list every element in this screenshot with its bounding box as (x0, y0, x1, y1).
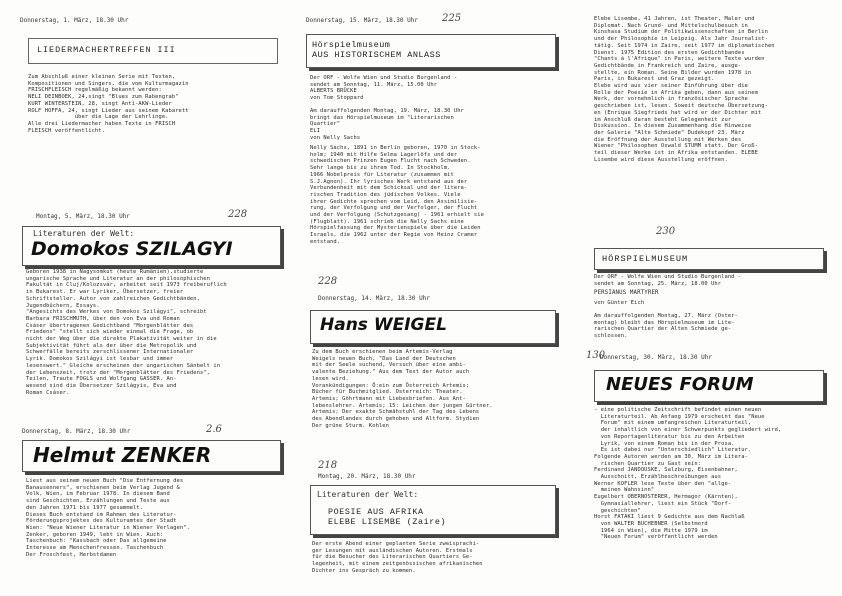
title-liedermacher: LIEDERMACHERTREFFEN III (37, 45, 176, 55)
title-zenker: Helmut ZENKER (33, 443, 212, 467)
text-liedermacher: Zum Abschluß einer kleinen Serie mit Texten, Kompositionen und Singers, die vom Kulturmagazin FRISCHFLEISCH regelmäßig bekannt werden: NELI DEINBOEK, 24,singt "Blues zum Rabengrab" KURT WINTERSTEIN, 28, singt Anti-AKW-Lieder ROLF HOFFA, 24, singt Lieder aus seinem Kabarett über die Lage der Lehrlinge. Alle drei Liedermacher haben Texte in FRISCH FLEISCH veröffentlicht. (28, 74, 189, 134)
handwritten-number-szilagyi: 228 (228, 209, 248, 220)
title-neues-forum: NEUES FORUM (606, 374, 754, 395)
date-poesie: Montag, 20. März, 18.30 Uhr (318, 473, 416, 480)
text-weigel: Zu dem Buch erschienen beim Artemis-Verlag Weigels neuen Buch, "Das Land der Deutschen mit der Seele suchend, Versuch über eine ambi- valente Beziehung." Aus dem Text der Autor auch lesen wird. Vorankündigungen: Ö:ein zum Österreich Artemis; Bücher für Buchmitglied. Osterreich: Theater. Artemis; Göhrtmann mit Liebesbriefen. Aus Ant- lebenslehrer. Artemis; 15: Leichen der jungen Gürtner. Artemis; Der exakte Schmähstuhl der Tag des Lebens des Abendlandes durch gehoben und Altform. Stydien Der grüne Sturm. Kohlen (312, 349, 493, 429)
text-szilagyi: Geboren 1938 in Nagysomkut (heute Rumänien),studierte ungarische Sprache und Literatur an der philosophischen Fakultät in Cluj/Kolozsvár, arbeitet seit 1973 freiberuflich in Bukarest. Er war Lyriker, Übersetzer, freier Schriftsteller. Autor von zahlreichen Gedichtbänden, Jugendbüchern, Essays. "Angesichts des Werkes von Domokos Szilágyi", schreibt Barbara FRISCHMUTH, über den von Eva und Roman Csáser übertragenen Gedichtband "Morgenblätter des Friedens" "stellt sich wieder einmal die Frage, ob nicht der Weg über die direkte Plakativität weiter in die Subjektivität führt als der über die Metropolik und Schwerfälle bereits zerschlissener Internationaler Lyrik. Domokos Szilágyi ist lesbar und immer lesenswert." Gleiche erscheinen der ungarischen Sänbelt in der Lebenszeit, trotz der "Morgenblätter des Friedens", Teilen, Traute FOGLS und Wolfgang GASSER. An- wesend sind die Übersetzer Szilágyis, Eva und Roman Csáser. (26, 269, 227, 396)
date-neues-forum: Donnerstag, 30. März, 18.30 Uhr (600, 354, 712, 361)
text-poesie: Der erste Abend einer geplanten Serie zweisprachi- ger Lesungen mit ausländischen Autoren. Erstmals für die Besucher des Literarischen Quartiers Ge- legenheit, mit einem zeitgenössischen afrikanischen Dichter ins Gespräch zu kommen. (312, 541, 483, 574)
handwritten-number-hoerspielmuseum: 230 (656, 226, 676, 237)
handwritten-number-weigel: 228 (318, 276, 338, 287)
handwritten-number-poesie: 218 (318, 460, 338, 471)
title-szilagyi: Domokos SZILAGYI (31, 238, 233, 260)
title-hoerspiel: Hörspielmuseum AUS HISTORISCHEM ANLASS (312, 40, 441, 60)
text-zenker: Liest aus seinem neuen Buch "Die Entfernung des Banausenners", erschienen beim Verlag Jugend & Volk, Wien, im Februar 1978. In diesem Band sind Geschichten, Erzählungen und Texte aus den Jahren 1971 bis 1977 gesammelt. Dieses Buch entstand im Rahmen des Literatur- Förderungsprojektes des Kulturamtes der Stadt Wien: "Neue Wiener Literatur in Wiener Verlagen". Zenker, geboren 1949, lebt in Wien. Auch: Taschenbuch: "Kassbach oder Das allgemeine Interesse am Menschenfressen. Taschenbuch Der Froschfest, Herbstdamen (26, 478, 190, 558)
subtitle-szilagyi: Literaturen der Welt: (33, 229, 135, 238)
title-poesie: POESIE AUS AFRIKA ELEBE LISEMBE (Zaire) (328, 507, 447, 527)
text-hoerspiel-monday: Am darauffolgenden Montag, 19. März, 18.30 Uhr bringt das Hörspielmuseum im "Literarischen Quartier" ELI von Nelly Sachs (310, 108, 464, 141)
text-elebe-lisembe: Elebe Lisembe, 41 Jahren, ist Theater, Maler und Diplomat. Nach Grund- und Mittelschulbesuch in Kinshasa Studium der Politikwissenschaften in Berlin und der Philosophie in Leipzig. Als Jahr Journalist- tätig. Seit 1974 in Zaire, seit 1977 im diplomatischen Dienst. 1975 Edition des ersten Gedichtbandes "Chants à l'Afrique" in Paris, weitere Texte wurden Gedichtbände in Frankreich und Zaire, ausge- stellte, ein Roman. Seine Bilder wurden 1978 in Paris, in Bukarest und Graz gezeigt. Elebe wird aus vier seiner Einführung über die Rolle der Poesie in Afrika geben, dann aus seinem Werk, der vornehmlich in französischer Sprache geschrieben ist, lesen. Soweit deutsche Übersetzung- en (Enrique Siegfrieds hat wird er der Dichter mit im Anschluß daran besteht Gelegenheit zur Diskussion. In diesem Zusammenhang die Hinweise der Galerie "Alte Schmiede" Dudekopf 23. März die Eröffnung der Ausstellung mit Werken des Wiener "Philosophen Oswald STUMM statt. Der Groß- teil dieser Werke ist in Afrika entstanden. ELEBE Lisembe wird diese Ausstellung eröffnen. (594, 16, 775, 163)
text-persianus-author: von Günter Eich (594, 300, 645, 306)
date-szilagyi: Montag, 5. März, 18.30 Uhr (36, 213, 130, 220)
text-hoerspielmuseum-broadcast: Der ORF - Wolfe Wien und Studio Burgenland - sendet am Sonntag, 25. März, 18.00 Uhr (594, 274, 742, 287)
date-weigel: Donnerstag, 14. März, 18.30 Uhr (318, 295, 430, 302)
date-zenker: Donnerstag, 8. März, 18.30 Uhr (22, 428, 131, 435)
title-weigel: Hans WEIGEL (320, 315, 447, 335)
text-neues-forum: - eine politische Zeitschrift befindet einen neuen Literaturteil. Ab Anfang 1979 erscheint das "Neue Forum" mit einem umfangreichen Literaturteil, der inhaltlich von einer Schwerpunkts gegliedert wird, von Reportagenliteratur bis zu den Arbeiten Lyrik, von einem Roman bis in der Prosa. Es ist dabei nur "Unterschiedlich" Literatur. Folgende Autoren werden am 30. März im Litera- rischen Quartier zu Gast sein: Ferdinand JANDOUSKE, Salzburg, Eisenbahner, Ausschnitt, Erzählbeschreibungen aus Werner KOFLER lese Texte über den "allge- meinen Wahnsinn" Eugelbert OBERNOSTERER, Hermagor (Kärnten), Gymnasiallehrer, liest ein Stück "Dorf- geschichten" Horst FATAKI liest 9 Gedichte aus dem Nachlaß von WALTER BUCHEBNER (Selbstmord 1964 in Wien), die Mitte 1979 im "Neuen Forum" veröffentlicht werden (594, 407, 782, 541)
text-persianus-title: PERSIANUS MARTYRER (594, 290, 659, 296)
handwritten-number-hoerspiel: 225 (442, 13, 462, 24)
title-hoerspielmuseum: HÖRSPIELMUSEUM (602, 254, 689, 264)
handwritten-number-neues-forum: 130 (586, 350, 606, 361)
date-hoerspiel: Donnerstag, 15. März, 18.30 Uhr (306, 17, 418, 24)
subtitle-poesie: Literaturen der Welt: (317, 490, 419, 499)
handwritten-number-zenker: 2.6 (206, 424, 222, 435)
text-hoerspielmuseum-closed: Am darauffolgenden Montag, 27. März (Oster- montag) bleibt das Hörspielmuseum im Lite- rarischen Quartier der Alten Schmiede ge- schlossen. (594, 313, 738, 340)
date-liedermacher: Donnerstag, 1. März, 18.30 Uhr (20, 17, 129, 24)
text-hoerspiel-broadcast: Der ORF - Wolfe Wien und Studio Burgenland - sendet am Sonntag, 11. März, 15.00 Uhr ALBERTS BRÜCKE von Tom Stoppard (310, 75, 458, 102)
text-nelly-sachs: Nelly Sachs, 1891 in Berlin geboren, 1970 in Stock- holm; 1940 mit Hilfe Selma Lagerlöfs und der schwedischen Prinzen Eugen Flucht nach Schweden. Sehr lange bis zu ihrem Tod. In Stockholm. 1966 Nobelpreis für Literatur (zusammen mit S.J.Agnon). Ihr lyrisches Werk entstand aus der Verbundenheit mit dem Schicksal und der litera- rischen Tradition des jüdischen Volkes. Viele ihrer Gedichte sprechen vom Leid, den Assimilisie- rung, der Verfolgung und der Verfolger, der Flucht und der Verfolgung (Schutzgesang) - 1961 erhielt sie (Flugblatt). 1961 schrieb die Nelly Sachs eine Hörspielfassung der Mysterienspiele über die Leiden Israels, die 1962 unter der Regie von Heinz Cramer entstand. (310, 145, 484, 245)
